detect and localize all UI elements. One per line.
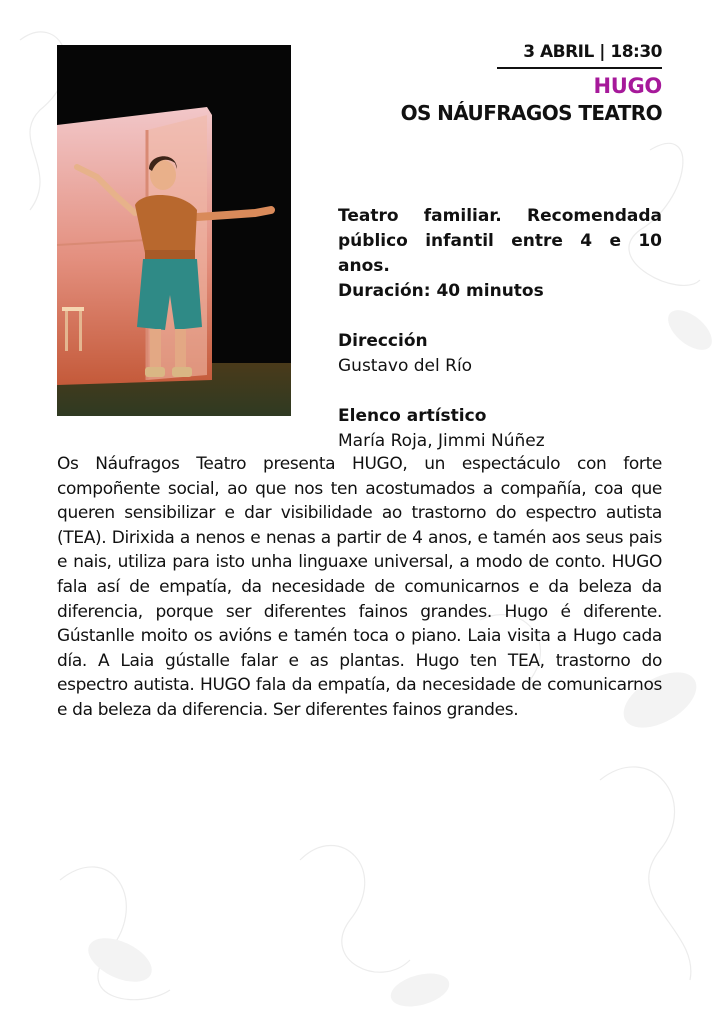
- direction-label: Dirección: [338, 331, 428, 351]
- company-name: OS NÁUFRAGOS TEATRO: [400, 101, 662, 125]
- performance-photo: [57, 45, 291, 416]
- show-description: Os Náufragos Teatro presenta HUGO, un espectáculo con forte compoñente social, ao que nos ten acostumados a compañía, coa que queren sensibilizar e dar visibilidade ao trastorno do espectro autista (TEA). Dirixida a nenos e nenas a partir de 4 anos, e tamén aos seus pais e nais, utiliza para isto unha linguaxe universal, a modo de conto. HUGO fala así de empatía, da necesidade de comunicarnos e da beleza da diferencia, porque ser diferentes fainos grandes. Hugo é diferente. Gústanlle moito os avións e tamén toca o piano. Laia visita a Hugo cada día. A Laia gústalle falar e as plantas. Hugo ten TEA, trastorno do espectro autista. HUGO fala da empatía, da necesidade de comunicarnos e da beleza da diferencia. Ser diferentes fainos grandes.: [57, 454, 662, 720]
- cast-value: María Roja, Jimmi Núñez: [338, 431, 545, 451]
- direction-value: Gustavo del Río: [338, 356, 473, 376]
- date-time: 3 ABRIL | 18:30: [523, 42, 662, 62]
- header-divider: [497, 67, 662, 69]
- duration: Duración: 40 minutos: [338, 281, 544, 301]
- genre-recommendation: Teatro familiar. Recomendada público infantil entre 4 e 10 anos.: [338, 206, 662, 276]
- direction-section: [338, 329, 662, 379]
- show-info: [338, 204, 662, 454]
- cast-label: Elenco artístico: [338, 406, 487, 426]
- cast-section: [338, 404, 662, 454]
- show-title: HUGO: [593, 74, 662, 98]
